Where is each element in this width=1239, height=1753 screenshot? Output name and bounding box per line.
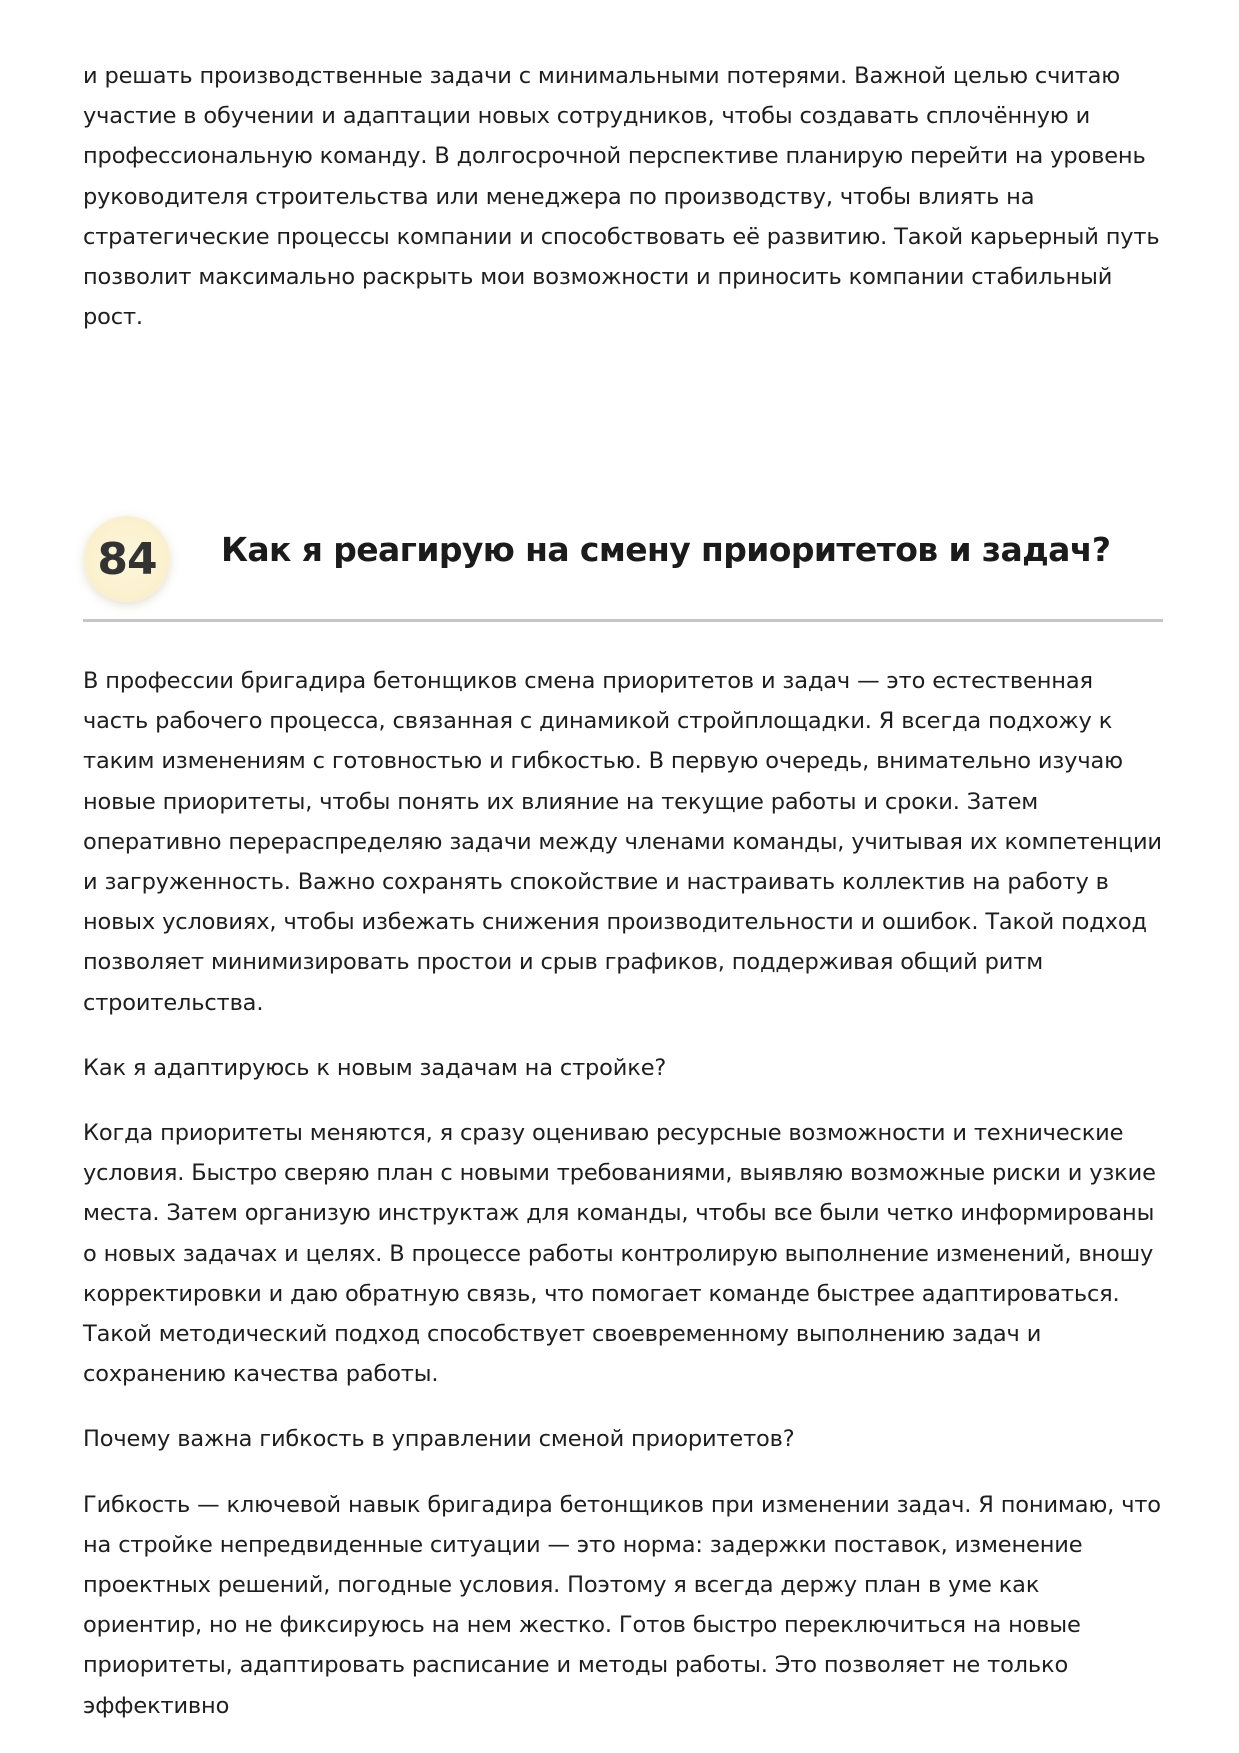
sub-question-1: Как я адаптируюсь к новым задачам на стройке? [83, 1054, 667, 1081]
question-number-badge [84, 516, 170, 602]
answer-paragraph-1: В профессии бригадира бетонщиков смена приоритетов и задач — это естественная часть рабочего процесса, связанная с динамикой стройплощадки. Я всегда подхожу к таким изменениям с готовностью и гибкостью. В первую очередь, внимательно изучаю новые приоритеты, чтобы понять их влияние на текущие работы и сроки. Затем оперативно перераспределяю задачи между членами команды, учитывая их компетенции и загруженность. Важно сохранять спокойствие и настраивать коллектив на работу в новых условиях, чтобы избежать снижения производительности и ошибок. Такой подход позволяет минимизировать простои и срыв графиков, поддерживая общий ритм строительства. [83, 668, 1162, 1016]
answer-paragraph-3: Гибкость — ключевой навык бригадира бетонщиков при изменении задач. Я понимаю, что на стройке непредвиденные ситуации — это норма: задержки поставок, изменение проектных решений, погодные условия. Поэтому я всегда держу план в уме как ориентир, но не фиксируюсь на нем жестко. Готов быстро переключиться на новые приоритеты, адаптировать расписание и методы работы. Это позволяет не только эффективно [83, 1491, 1161, 1719]
section-body [83, 661, 1163, 1726]
intro-paragraph: и решать производственные задачи с минимальными потерями. Важной целью считаю участие в обучении и адаптации новых сотрудников, чтобы создавать сплочённую и профессиональную команду. В долгосрочной перспективе планирую перейти на уровень руководителя строительства или менеджера по производству, чтобы влиять на стратегические процессы компании и способствовать её развитию. Такой карьерный путь позволит максимально раскрыть мои возможности и приносить компании стабильный рост. [83, 63, 1160, 331]
answer-paragraph-2: Когда приоритеты меняются, я сразу оцениваю ресурсные возможности и технические условия. Быстро сверяю план с новыми требованиями, выявляю возможные риски и узкие места. Затем организую инструктаж для команды, чтобы все были четко информированы о новых задачах и целях. В процессе работы контролирую выполнение изменений, вношу корректировки и даю обратную связь, что помогает команде быстрее адаптироваться. Такой методический подход способствует своевременному выполнению задач и сохранению качества работы. [83, 1120, 1156, 1388]
section-title: Как я реагирую на смену приоритетов и задач? [221, 530, 1111, 569]
section-divider [83, 619, 1163, 622]
intro-block [83, 56, 1163, 337]
sub-question-2: Почему важна гибкость в управлении сменой приоритетов? [83, 1426, 795, 1453]
question-number: 84 [97, 533, 157, 585]
